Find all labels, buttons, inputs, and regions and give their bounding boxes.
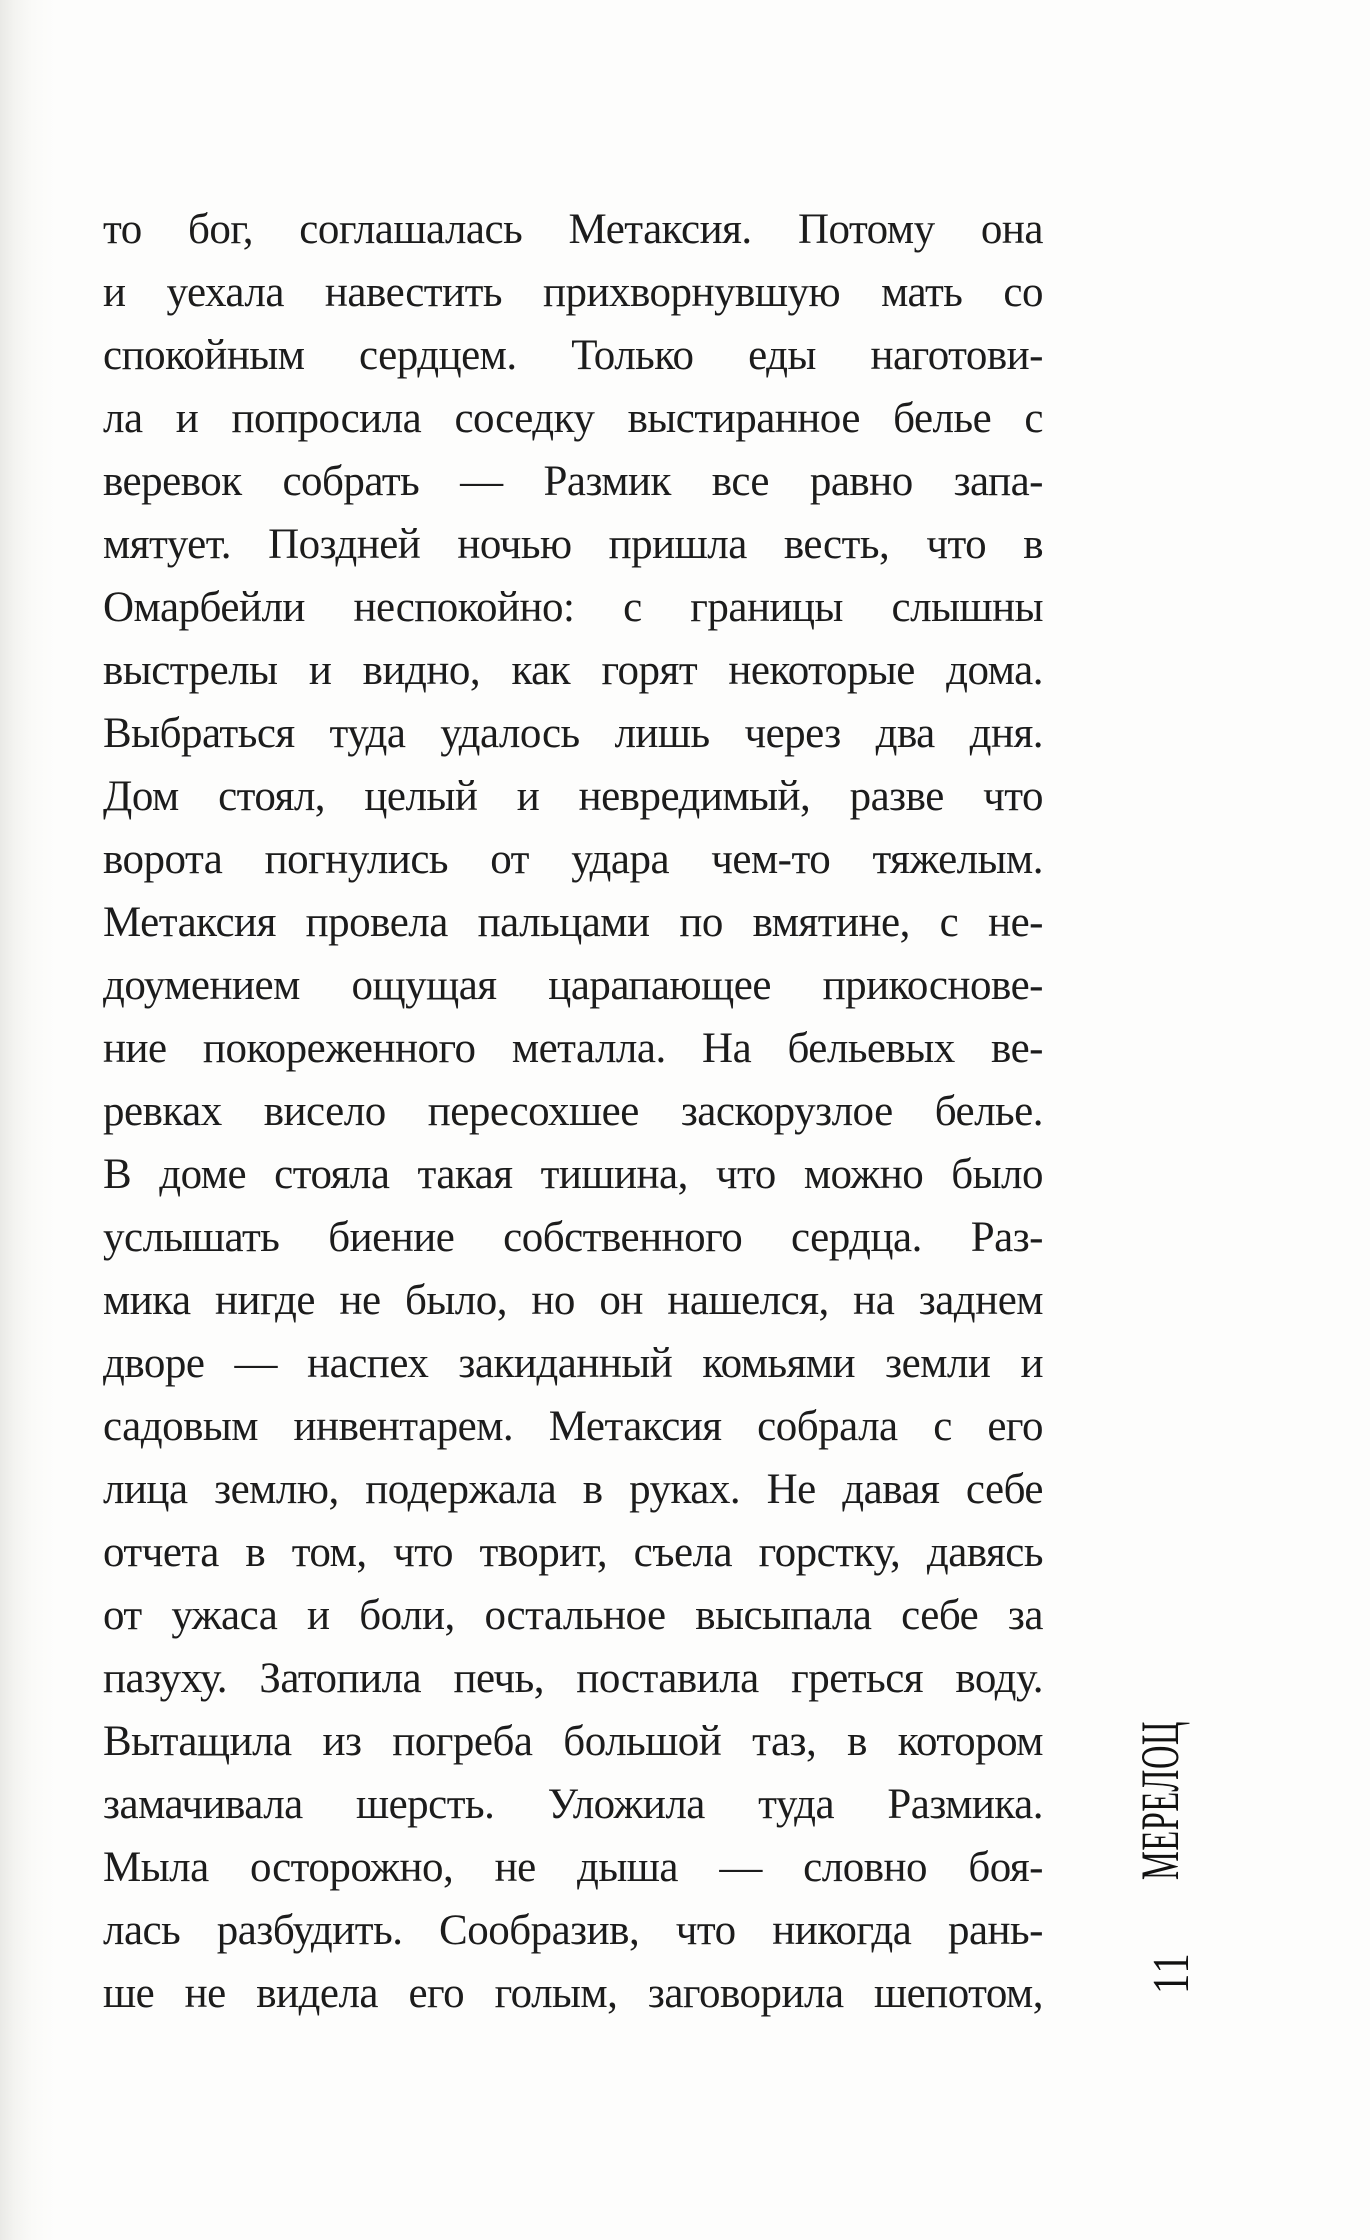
body-text-line: веревок собрать — Размик все равно запа- (103, 458, 1043, 505)
body-text-line: доумением ощущая царапающее прикоснове- (103, 962, 1043, 1009)
body-text-line: ворота погнулись от удара чем-то тяжелым. (103, 836, 1043, 883)
body-text-line: услышать биение собственного сердца. Раз- (103, 1214, 1043, 1261)
body-text-line: В доме стояла такая тишина, что можно было (103, 1151, 1043, 1198)
page-number: 11 (1143, 1951, 1200, 1994)
body-text-line: ревках висело пересохшее заскорузлое белье. (103, 1088, 1043, 1135)
body-text-line: мятует. Поздней ночью пришла весть, что в (103, 521, 1043, 568)
body-text-line: Вытащила из погреба большой таз, в котором (103, 1718, 1043, 1765)
body-text-line: ние покореженного металла. На бельевых ве- (103, 1025, 1043, 1072)
page-gutter-shadow (0, 0, 60, 2240)
body-text-line: замачивала шерсть. Уложила туда Размика. (103, 1781, 1043, 1828)
body-text-line: Метаксия провела пальцами по вмятине, с не- (103, 899, 1043, 946)
body-text-line: лась разбудить. Сообразив, что никогда рань- (103, 1907, 1043, 1954)
body-text-line: Мыла осторожно, не дыша — словно боя- (103, 1844, 1043, 1891)
body-text-line: Выбраться туда удалось лишь через два дня. (103, 710, 1043, 757)
body-text-line: от ужаса и боли, остальное высыпала себе за (103, 1592, 1043, 1639)
body-text-line: и уехала навестить прихворнувшую мать со (103, 269, 1043, 316)
body-text-line: садовым инвентарем. Метаксия собрала с его (103, 1403, 1043, 1450)
body-text-line: дворе — наспех закиданный комьями земли и (103, 1340, 1043, 1387)
body-text-line: отчета в том, что творит, съела горстку, давясь (103, 1529, 1043, 1576)
body-text-line: лица землю, подержала в руках. Не давая себе (103, 1466, 1043, 1513)
body-text-line: спокойным сердцем. Только еды наготови- (103, 332, 1043, 379)
body-text-line: мика нигде не было, но он нашелся, на заднем (103, 1277, 1043, 1324)
body-text-line: то бог, соглашалась Метаксия. Потому она (103, 206, 1043, 253)
body-text-line: Омарбейли неспокойно: с границы слышны (103, 584, 1043, 631)
body-text (103, 198, 1043, 2025)
body-text-line: пазуху. Затопила печь, поставила греться воду. (103, 1655, 1043, 1702)
body-text-line: выстрелы и видно, как горят некоторые дома. (103, 647, 1043, 694)
body-text-line: Дом стоял, целый и невредимый, разве что (103, 773, 1043, 820)
body-text-line: ла и попросила соседку выстиранное белье с (103, 395, 1043, 442)
body-text-line: ше не видела его голым, заговорила шепотом, (103, 1970, 1043, 2017)
chapter-title-vertical: МЕРЕЛОЦ (1130, 1721, 1190, 1880)
